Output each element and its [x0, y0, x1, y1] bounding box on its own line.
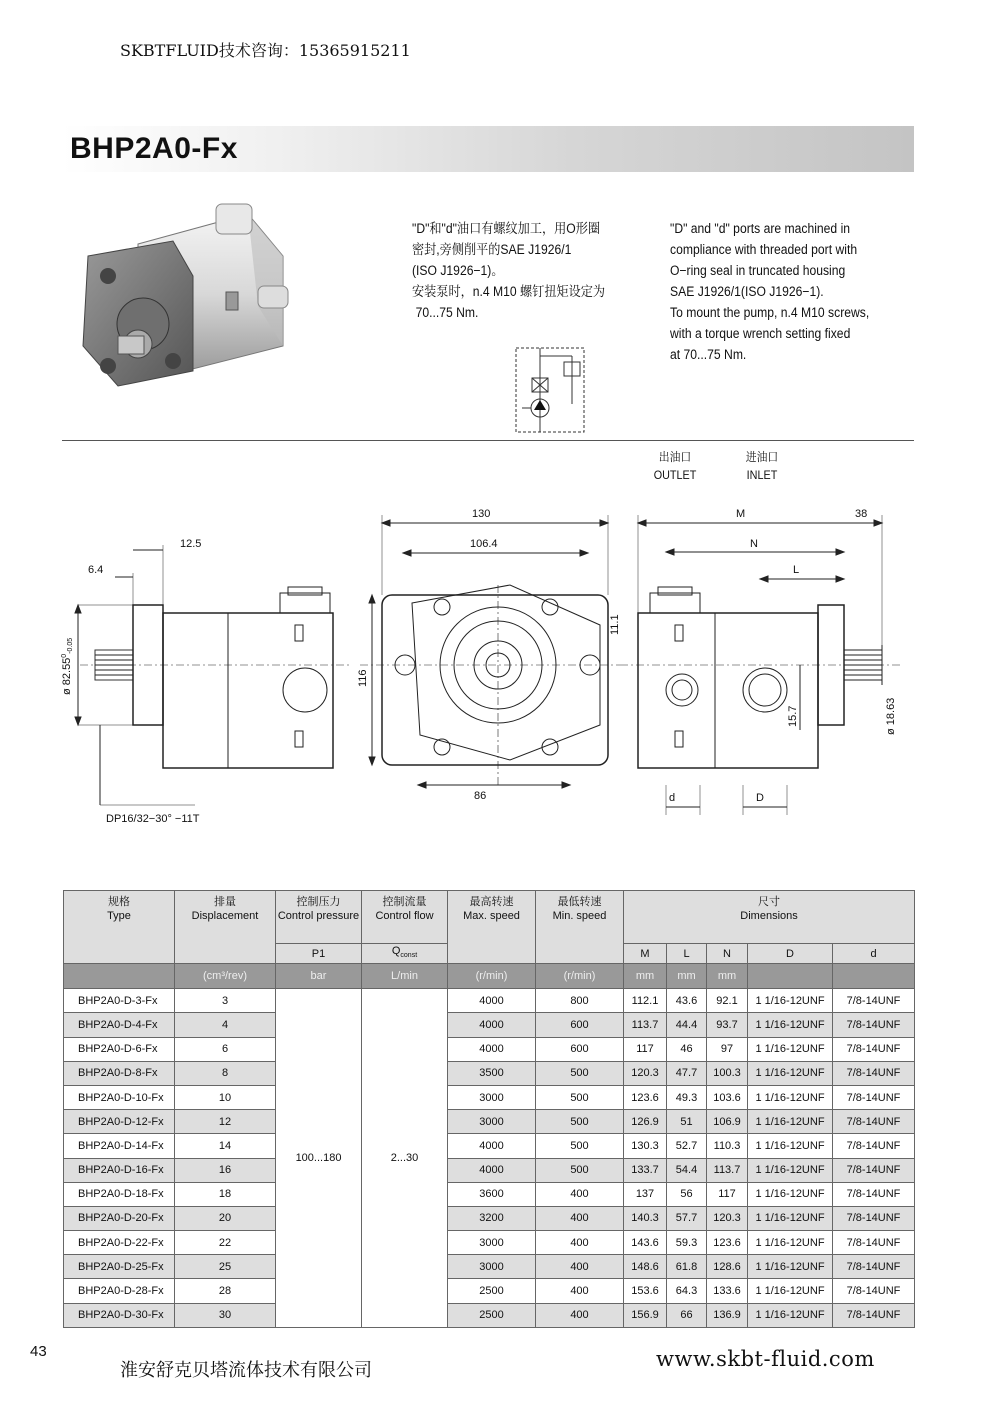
subhead-p1: P1 — [276, 944, 362, 964]
table-row: BHP2A0-D-28-Fx 28 2500 400 153.6 64.3 133.6 1 1/16-12UNF 7/8-14UNF — [64, 1279, 915, 1303]
col-max-speed: 最高转速 Max. speed — [448, 891, 536, 964]
page-title: BHP2A0-Fx — [70, 132, 238, 165]
company-name: 淮安舒克贝塔流体技术有限公司 — [120, 1360, 372, 1381]
subhead-L: L — [667, 944, 707, 964]
spec-table-body — [64, 989, 915, 1328]
dim-6-4: 6.4 — [88, 564, 104, 576]
col-type: 规格 Type — [64, 891, 175, 964]
dim-N: N — [750, 538, 758, 550]
description-english: "D" and "d" ports are machined in compliance with threaded port with O−ring seal in truncated housing SAE J1926/1(ISO J1926−1). To mount the pump, n.4 M10 screws, with a torque wrench setting fixed at 70...75 Nm. — [670, 221, 870, 362]
subhead-d: d — [833, 944, 915, 964]
subhead-D: D — [748, 944, 833, 964]
dim-116: 116 — [357, 669, 369, 687]
dim-12-5: 12.5 — [180, 538, 202, 550]
col-displacement: 排量 Displacement — [175, 891, 276, 964]
dim-18-63: ø 18.63 — [885, 697, 897, 735]
dim-38: 38 — [855, 508, 868, 520]
dim-L: L — [793, 564, 800, 576]
table-row: BHP2A0-D-25-Fx 25 3000 400 148.6 61.8 128.6 1 1/16-12UNF 7/8-14UNF — [64, 1255, 915, 1279]
hydraulic-symbol — [512, 344, 588, 436]
dim-11-1: 11.1 — [609, 614, 621, 635]
col-pressure: 控制压力 Control pressure — [276, 891, 362, 944]
table-row: BHP2A0-D-30-Fx 30 2500 400 156.9 66 136.9 1 1/16-12UNF 7/8-14UNF — [64, 1303, 915, 1327]
outlet-label: 出油口 OUTLET — [653, 450, 697, 482]
table-row: BHP2A0-D-6-Fx 6 4000 600 117 46 97 1 1/16-12UNF 7/8-14UNF — [64, 1037, 915, 1061]
consult-header: SKBTFLUID技术咨询：15365915211 — [120, 41, 411, 60]
description-chinese: "D"和"d"油口有螺纹加工，用O形圈 密封,旁侧削平的SAE J1926/1 (ISO J1926−1)。 安装泵时，n.4 M10 螺钉扭矩设定为 70...75 Nm. — [412, 221, 606, 320]
inlet-label: 进油口 INLET — [745, 450, 779, 482]
dim-M: M — [736, 508, 746, 520]
pump-photo — [78, 196, 298, 396]
table-row: BHP2A0-D-3-Fx 3 100...180 2...30 4000 800 112.1 43.6 92.1 1 1/16-12UNF 7/8-14UNF — [64, 989, 915, 1013]
dim-d: d — [669, 792, 676, 804]
subhead-M: M — [624, 944, 667, 964]
control-flow-cell: 2...30 — [362, 989, 448, 1328]
units-row: (cm³/rev) bar L/min (r/min) (r/min) mm mm mm — [64, 964, 915, 989]
table-row: BHP2A0-D-12-Fx 12 3000 500 126.9 51 106.9 1 1/16-12UNF 7/8-14UNF — [64, 1110, 915, 1134]
table-row: BHP2A0-D-20-Fx 20 3200 400 140.3 57.7 120.3 1 1/16-12UNF 7/8-14UNF — [64, 1206, 915, 1230]
subhead-N: N — [707, 944, 748, 964]
spline-label: DP16/32−30° −11T — [106, 813, 200, 825]
table-row: BHP2A0-D-18-Fx 18 3600 400 137 56 117 1 1/16-12UNF 7/8-14UNF — [64, 1182, 915, 1206]
technical-drawing — [60, 495, 920, 840]
table-row: BHP2A0-D-4-Fx 4 4000 600 113.7 44.4 93.7 1 1/16-12UNF 7/8-14UNF — [64, 1013, 915, 1037]
spec-table — [63, 890, 915, 1328]
col-min-speed: 最低转速 Min. speed — [536, 891, 624, 964]
col-dimensions: 尺寸 Dimensions — [624, 891, 915, 944]
dim-15-7: 15.7 — [787, 705, 799, 727]
dim-86: 86 — [474, 790, 487, 802]
table-row: BHP2A0-D-16-Fx 16 4000 500 133.7 54.4 113.7 1 1/16-12UNF 7/8-14UNF — [64, 1158, 915, 1182]
dim-diameter: ø $82.55^0_{-0.05}$ — [61, 637, 74, 695]
dim-130: 130 — [472, 508, 491, 520]
page-number: 43 — [30, 1343, 47, 1360]
subhead-qconst: $Q_{const}$ — [362, 944, 448, 964]
table-row: BHP2A0-D-10-Fx 10 3000 500 123.6 49.3 103.6 1 1/16-12UNF 7/8-14UNF — [64, 1085, 915, 1109]
table-row: BHP2A0-D-8-Fx 8 3500 500 120.3 47.7 100.3 1 1/16-12UNF 7/8-14UNF — [64, 1061, 915, 1085]
rear-view — [620, 515, 900, 815]
table-row: BHP2A0-D-22-Fx 22 3000 400 143.6 59.3 123.6 1 1/16-12UNF 7/8-14UNF — [64, 1231, 915, 1255]
dim-D: D — [756, 792, 764, 804]
section-divider — [62, 440, 914, 441]
dim-106-4: 106.4 — [470, 538, 498, 550]
side-view — [75, 545, 350, 805]
control-pressure-cell: 100...180 — [276, 989, 362, 1328]
col-flow: 控制流量 Control flow — [362, 891, 448, 944]
table-row: BHP2A0-D-14-Fx 14 4000 500 130.3 52.7 110.3 1 1/16-12UNF 7/8-14UNF — [64, 1134, 915, 1158]
front-view — [360, 515, 620, 788]
website-url: www.skbt-fluid.com — [656, 1347, 875, 1371]
